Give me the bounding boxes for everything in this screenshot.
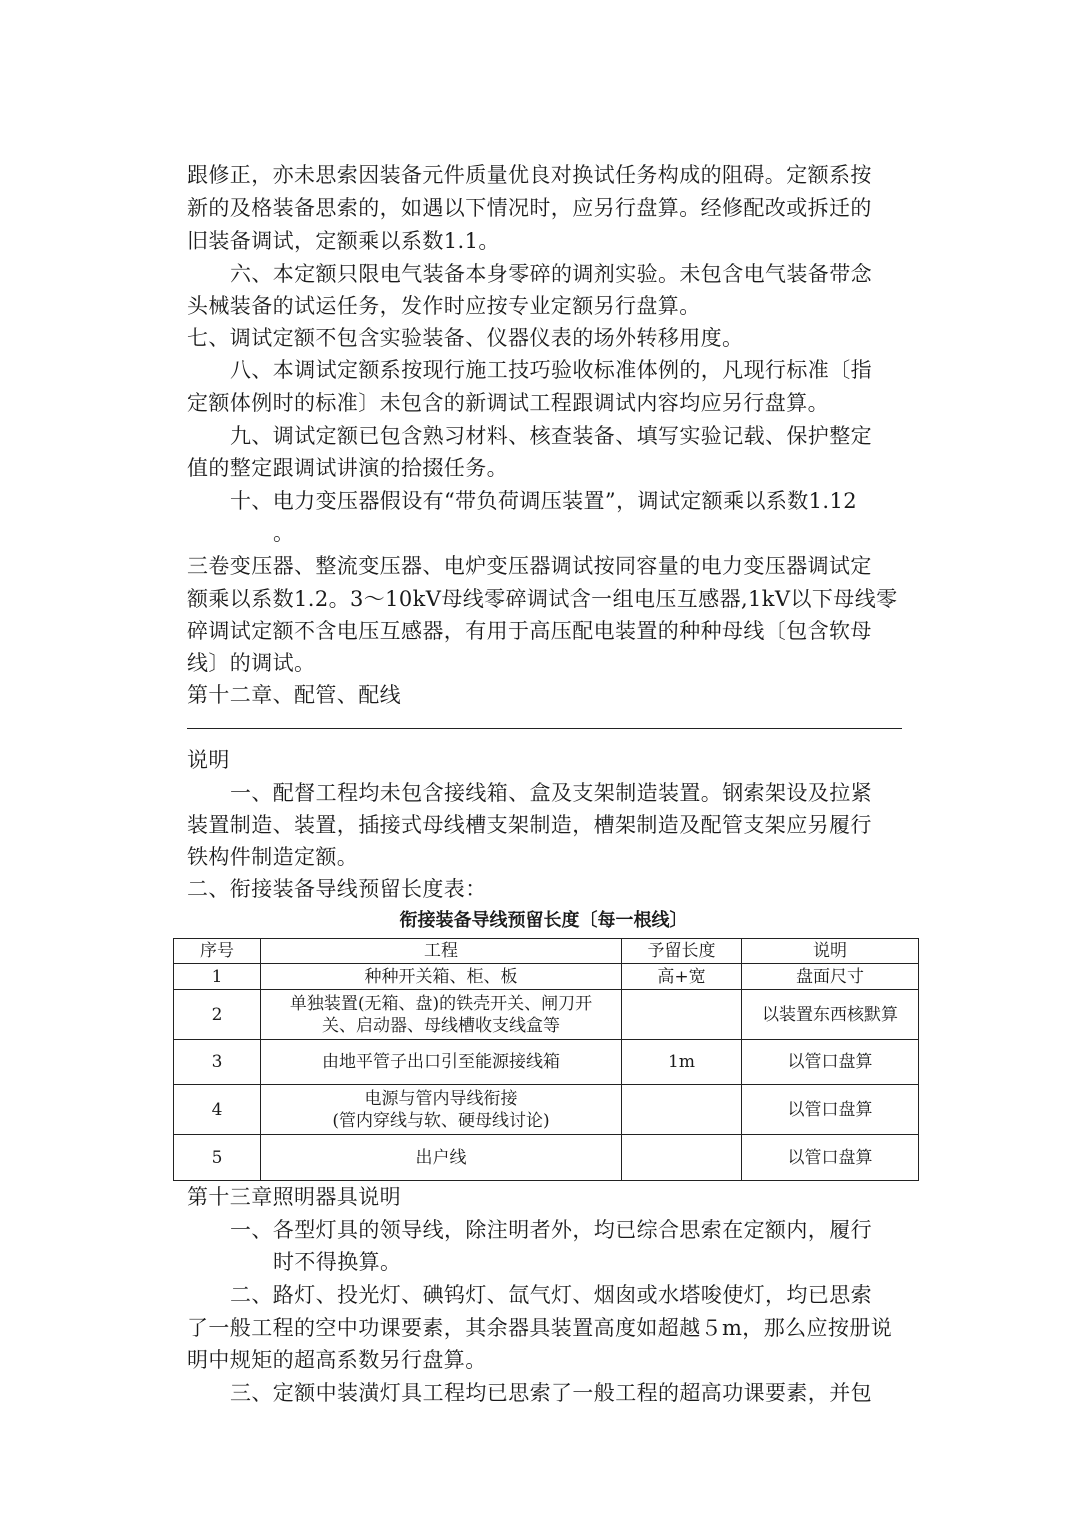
table-cell: 由地平管子出口引至能源接线箱 xyxy=(261,1040,622,1085)
table-header-cell: 说明 xyxy=(742,939,919,964)
table-header-cell: 予留长度 xyxy=(622,939,742,964)
table-cell: 以管口盘算 xyxy=(742,1085,919,1135)
text-line: 六、本定额只限电气装备本身零碎的调剂实验。未包含电气装备带念 xyxy=(230,262,872,286)
table-row xyxy=(174,990,919,1040)
table-cell xyxy=(622,990,742,1040)
table-row xyxy=(174,964,919,990)
text-line: 八、本调试定额系按现行施工技巧验收标准体例的，凡现行标准〔指 xyxy=(230,358,872,382)
table-cell: 出户线 xyxy=(261,1135,622,1181)
text-line: 一、配督工程均未包含接线箱、盒及支架制造装置。钢索架设及拉紧 xyxy=(230,781,872,805)
table-row xyxy=(174,1135,919,1181)
text-line: 二、路灯、投光灯、碘钨灯、氙气灯、烟囱或水塔唆使灯，均已思索 xyxy=(230,1283,872,1307)
text-line: 装置制造、装置，插接式母线槽支架制造，槽架制造及配管支架应另履行 xyxy=(187,813,872,837)
table-row xyxy=(174,1085,919,1135)
table-cell: 2 xyxy=(174,990,261,1040)
reserve-length-table xyxy=(173,938,919,1181)
table-cell: 电源与管内导线衔接 (管内穿线与软、硬母线讨论) xyxy=(261,1085,622,1135)
text-line: 了一般工程的空中功课要素，其余器具装置高度如超越５m，那么应按册说 xyxy=(187,1316,893,1340)
text-line: 时不得换算。 xyxy=(273,1250,402,1274)
text-line: 旧装备调试，定额乘以系数1.1。 xyxy=(187,229,500,253)
table-cell: 1m xyxy=(622,1040,742,1085)
text-line: 头械装备的试运任务，发作时应按专业定额另行盘算。 xyxy=(187,294,701,318)
table-cell: 高+宽 xyxy=(622,964,742,990)
text-line: 明中规矩的超高系数另行盘算。 xyxy=(187,1348,487,1372)
text-line: 新的及格装备思索的，如遇以下情况时，应另行盘算。经修配改或拆迁的 xyxy=(187,196,872,220)
text-line: 九、调试定额已包含熟习材料、核查装备、填写实验记载、保护整定 xyxy=(230,424,872,448)
horizontal-rule xyxy=(187,728,902,729)
table-header-cell: 序号 xyxy=(174,939,261,964)
table-cell: 种种开关箱、柜、板 xyxy=(261,964,622,990)
text-line: 三、定额中装潢灯具工程均已思索了一般工程的超高功课要素，并包 xyxy=(230,1381,872,1405)
table-cell: 3 xyxy=(174,1040,261,1085)
text-line: 定额体例时的标准〕未包含的新调试工程跟调试内容均应另行盘算。 xyxy=(187,391,829,415)
text-line: 值的整定跟调试讲演的拾掇任务。 xyxy=(187,456,508,480)
table-title: 衔接装备导线预留长度〔每一根线〕 xyxy=(399,910,688,931)
table-header-row xyxy=(174,939,919,964)
table-cell: 1 xyxy=(174,964,261,990)
table-cell: 以装置东西核默算 xyxy=(742,990,919,1040)
table-cell xyxy=(622,1135,742,1181)
table-cell: 单独装置(无箱、盘)的铁壳开关、闸刀开 关、启动器、母线槽收支线盒等 xyxy=(261,990,622,1040)
table-cell: 以管口盘算 xyxy=(742,1135,919,1181)
table-row xyxy=(174,1040,919,1085)
text-line: 。 xyxy=(273,521,295,545)
text-line: 线〕的调试。 xyxy=(187,651,316,675)
text-line: 碎调试定额不含电压互感器，有用于高压配电装置的种种母线〔包含软母 xyxy=(187,619,872,643)
table-cell: 盘面尺寸 xyxy=(742,964,919,990)
chapter-heading: 第十三章照明器具说明 xyxy=(187,1185,401,1209)
table-cell: 5 xyxy=(174,1135,261,1181)
text-line: 一、各型灯具的领导线，除注明者外，均已综合思索在定额内，履行 xyxy=(230,1218,872,1242)
table-cell: 以管口盘算 xyxy=(742,1040,919,1085)
table-cell xyxy=(622,1085,742,1135)
text-line: 三卷变压器、整流变压器、电炉变压器调试按同容量的电力变压器调试定 xyxy=(187,554,872,578)
chapter-heading: 第十二章、配管、配线 xyxy=(187,683,401,707)
text-line: 铁构件制造定额。 xyxy=(187,845,359,869)
section-heading: 说明 xyxy=(187,748,230,772)
text-line: 跟修正，亦未思索因装备元件质量优良对换试任务构成的阻碍。定额系按 xyxy=(187,163,872,187)
text-line: 十、电力变压器假设有“带负荷调压装置”，调试定额乘以系数1.12 xyxy=(230,489,858,513)
text-line: 额乘以系数1.2。3～10kV母线零碎调试含一组电压互感器,1kV以下母线零 xyxy=(187,587,898,611)
table-header-cell: 工程 xyxy=(261,939,622,964)
table-cell: 4 xyxy=(174,1085,261,1135)
text-line: 七、调试定额不包含实验装备、仪器仪表的场外转移用度。 xyxy=(187,326,744,350)
text-line: 二、衔接装备导线预留长度表： xyxy=(187,877,487,901)
